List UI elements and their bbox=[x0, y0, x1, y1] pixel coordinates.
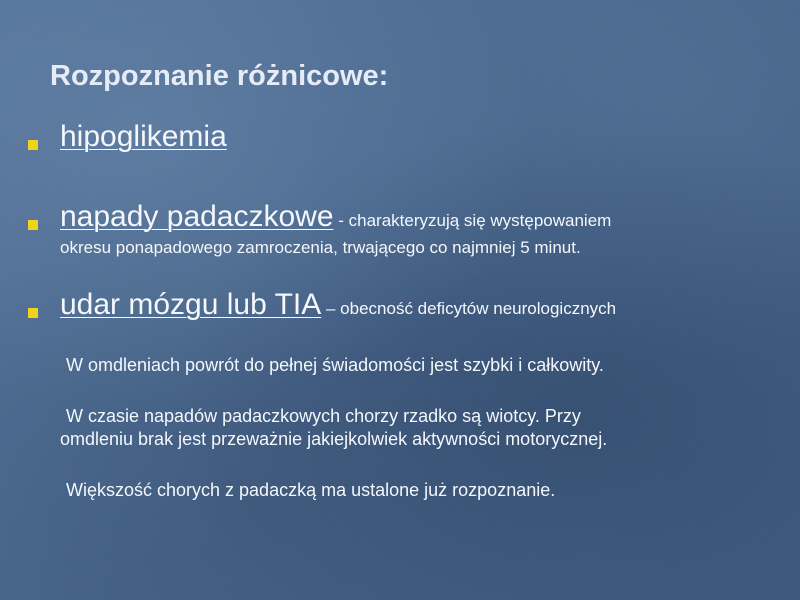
bullet-term: udar mózgu lub TIA bbox=[60, 288, 322, 321]
slide-title: Rozpoznanie różnicowe: bbox=[50, 60, 389, 92]
bullet-line bbox=[60, 288, 616, 322]
paragraph-napady bbox=[60, 405, 607, 451]
bullet-line bbox=[60, 200, 611, 234]
bullet-term: napady padaczkowe bbox=[60, 200, 334, 233]
paragraph-line: W omdleniach powrót do pełnej świadomości jest szybki i całkowity. bbox=[66, 355, 604, 375]
square-bullet-icon bbox=[28, 308, 38, 318]
square-bullet-icon bbox=[28, 140, 38, 150]
bullet-term: hipoglikemia bbox=[60, 120, 227, 153]
paragraph-omdlenia bbox=[60, 354, 604, 377]
square-bullet-icon bbox=[28, 220, 38, 230]
paragraph-line: omdleniu brak jest przeważnie jakiejkolwiek aktywności motorycznej. bbox=[60, 429, 608, 449]
paragraph-line: Większość chorych z padaczką ma ustalone już rozpoznanie. bbox=[66, 480, 556, 500]
bullet-description: – obecność deficytów neurologicznych bbox=[321, 299, 617, 318]
paragraph-rozpoznanie bbox=[60, 479, 555, 502]
bullet-description-continued: okresu ponapadowego zamroczenia, trwającego co najmniej 5 minut. bbox=[60, 238, 581, 257]
bullet-description: - charakteryzują się występowaniem bbox=[333, 211, 612, 230]
paragraph-line: W czasie napadów padaczkowych chorzy rzadko są wiotcy. Przy bbox=[66, 406, 581, 426]
